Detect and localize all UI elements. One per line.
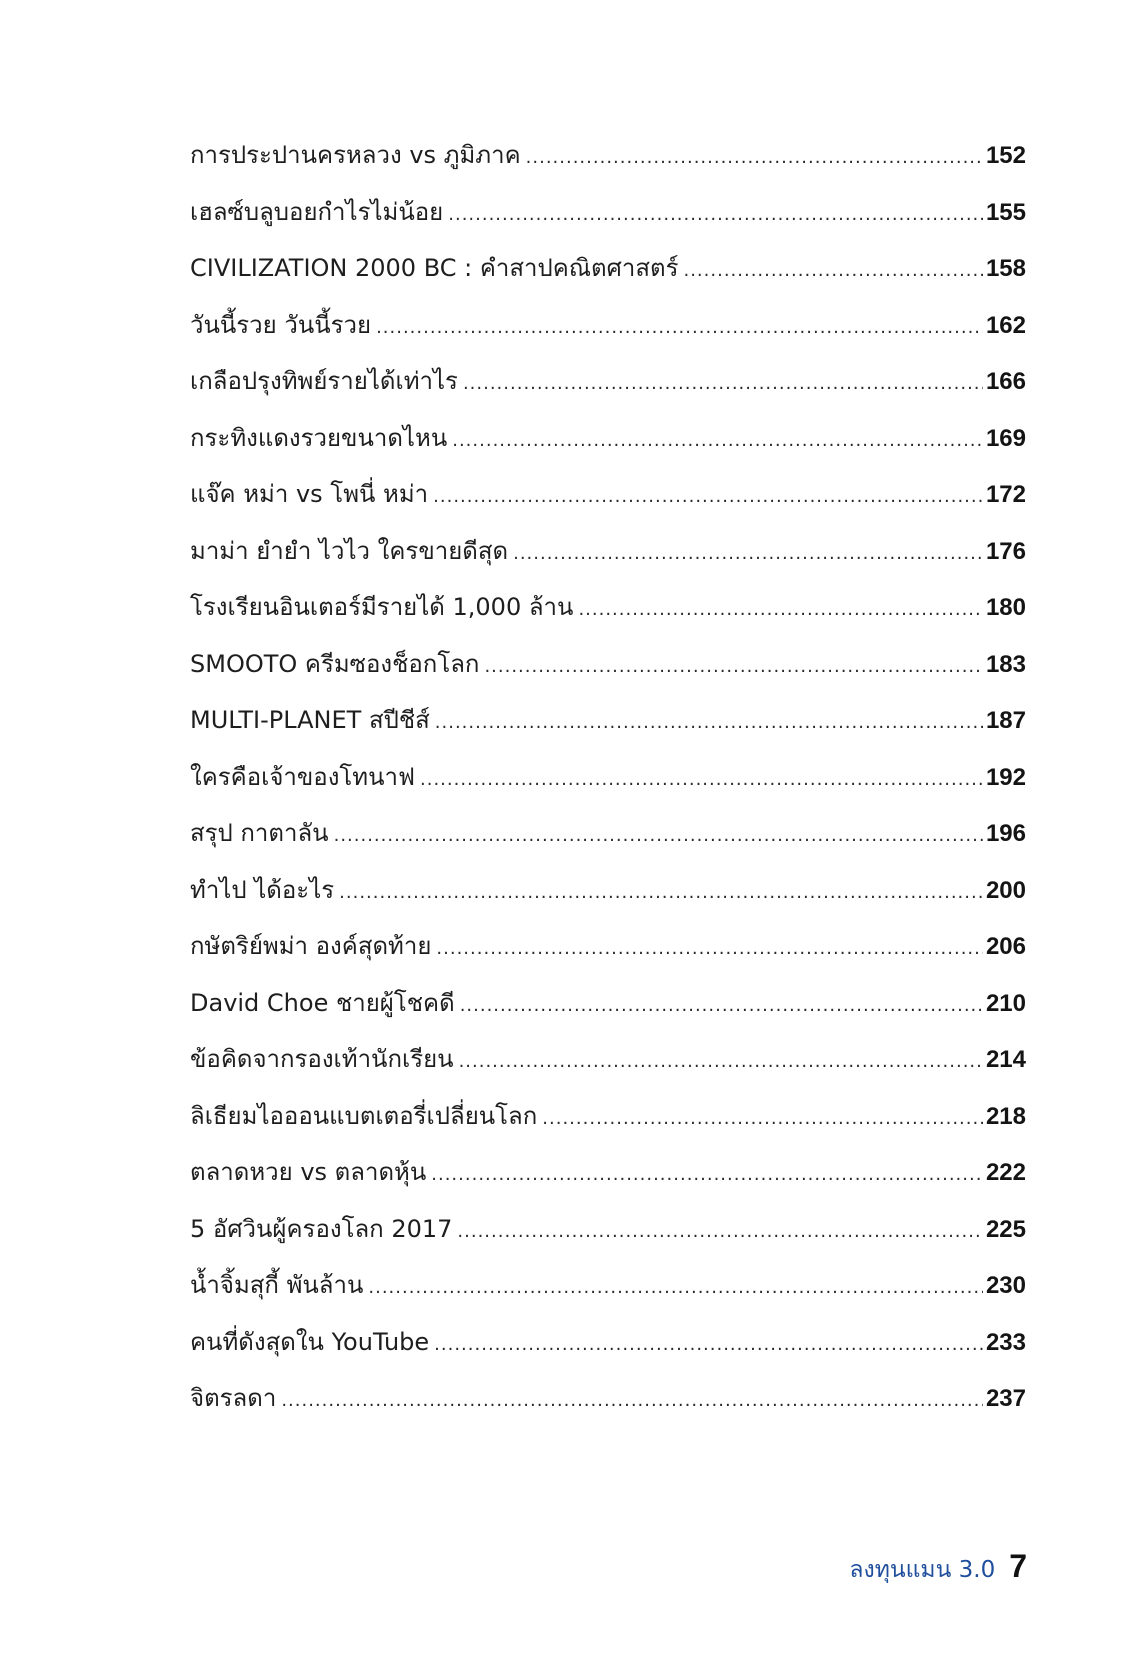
toc-entry-title: ใครคือเจ้าของโทนาฟ [190, 762, 415, 791]
toc-entry-title: ทำไป ได้อะไร [190, 875, 335, 904]
dot-leader [542, 1101, 983, 1137]
dot-leader [484, 649, 983, 685]
toc-entry-page: 218 [985, 1102, 1026, 1130]
toc-entry-title: MULTI-PLANET สปีชีส์ [190, 706, 430, 734]
toc-entry[interactable] [190, 759, 1026, 816]
dot-leader [513, 536, 983, 572]
dot-leader [433, 479, 983, 515]
toc-entry-title: เฮลซ์บลูบอยกำไรไม่น้อย [190, 197, 444, 226]
toc-entry-title: ข้อคิดจากรองเท้านักเรียน [190, 1045, 454, 1073]
toc-entry-page: 237 [985, 1385, 1026, 1412]
toc-entry[interactable] [190, 1041, 1026, 1098]
toc-entry-title: ตลาดหวย vs ตลาดหุ้น [190, 1158, 427, 1186]
toc-entry-page: 152 [985, 142, 1026, 169]
toc-entry-page: 172 [985, 481, 1026, 508]
toc-entry-title: คนที่ดังสุดใน YouTube [190, 1327, 430, 1356]
toc-entry-title: น้ำจิ้มสุกี้ พันล้าน [190, 1271, 364, 1299]
toc-entry[interactable] [190, 1211, 1026, 1268]
dot-leader [435, 705, 983, 741]
toc-entry[interactable] [190, 420, 1026, 477]
toc-entry-title: David Choe ชายผู้โชคดี [190, 988, 455, 1017]
toc-entry[interactable] [190, 1380, 1026, 1437]
toc-entry-title: มาม่า ยำยำ ไวไว ใครขายดีสุด [190, 536, 509, 565]
dot-leader [452, 423, 983, 459]
toc-entry-page: 214 [985, 1046, 1026, 1073]
toc-entry-page: 196 [985, 820, 1026, 847]
toc-entry[interactable] [190, 1267, 1026, 1324]
toc-entry-title: กษัตริย์พม่า องค์สุดท้าย [190, 932, 432, 960]
toc-entry-title: โรงเรียนอินเตอร์มีรายได้ 1,000 ล้าน [190, 593, 574, 621]
toc-entry[interactable] [190, 702, 1026, 759]
dot-leader [578, 592, 983, 628]
toc-entry[interactable] [190, 928, 1026, 985]
toc-entry-title: เกลือปรุงทิพย์รายได้เท่าไร [190, 367, 458, 395]
dot-leader [463, 366, 983, 402]
toc-entry[interactable] [190, 307, 1026, 364]
dot-leader [448, 197, 983, 233]
toc-entry-page: 206 [985, 933, 1026, 960]
toc-entry[interactable] [190, 476, 1026, 533]
toc-entry[interactable] [190, 533, 1026, 590]
toc-entry-page: 230 [985, 1272, 1026, 1299]
dot-leader [339, 875, 983, 911]
toc-entry-page: 169 [985, 424, 1026, 452]
toc-entry-page: 192 [985, 763, 1026, 791]
toc-entry-title: 5 อัศวินผู้ครองโลก 2017 [190, 1214, 453, 1243]
table-of-contents [190, 137, 1026, 1437]
toc-entry-title: ลิเธียมไอออนแบตเตอรี่เปลี่ยนโลก [190, 1101, 538, 1130]
toc-entry-page: 210 [985, 989, 1026, 1017]
toc-entry[interactable] [190, 363, 1026, 420]
dot-leader [281, 1383, 983, 1419]
toc-entry-page: 155 [985, 198, 1026, 226]
dot-leader [436, 931, 983, 967]
toc-entry-title: วันนี้รวย วันนี้รวย [190, 310, 372, 339]
toc-entry[interactable] [190, 589, 1026, 646]
toc-entry[interactable] [190, 250, 1026, 307]
toc-entry[interactable] [190, 194, 1026, 251]
book-title: ลงทุนแมน 3.0 [849, 1557, 996, 1583]
toc-entry-title: แจ๊ค หม่า vs โพนี่ หม่า [190, 480, 429, 508]
toc-entry-title: กระทิงแดงรวยขนาดไหน [190, 423, 448, 452]
toc-entry-page: 187 [985, 707, 1026, 734]
toc-entry[interactable] [190, 1324, 1026, 1381]
dot-leader [434, 1327, 983, 1363]
toc-entry[interactable] [190, 815, 1026, 872]
toc-entry-page: 200 [985, 876, 1026, 904]
toc-entry-title: การประปานครหลวง vs ภูมิภาค [190, 141, 521, 169]
dot-leader [334, 818, 983, 854]
toc-entry-title: SMOOTO ครีมซองช็อกโลก [190, 649, 480, 678]
toc-entry-page: 183 [985, 650, 1026, 678]
dot-leader [460, 988, 983, 1024]
toc-entry-page: 162 [985, 311, 1026, 339]
toc-entry-page: 233 [985, 1328, 1026, 1356]
dot-leader [368, 1270, 983, 1306]
dot-leader [683, 253, 982, 289]
dot-leader [420, 762, 983, 798]
page-number: 7 [1009, 1548, 1027, 1584]
toc-entry-title: สรุป กาตาลัน [190, 819, 329, 847]
toc-entry[interactable] [190, 985, 1026, 1042]
dot-leader [376, 310, 983, 346]
dot-leader [457, 1214, 983, 1250]
toc-entry-page: 158 [985, 255, 1026, 282]
dot-leader [526, 140, 983, 176]
toc-entry[interactable] [190, 872, 1026, 929]
dot-leader [431, 1157, 983, 1193]
toc-entry-page: 222 [985, 1159, 1026, 1186]
toc-entry-title: จิตรลดา [190, 1384, 277, 1412]
toc-entry[interactable] [190, 1098, 1026, 1155]
toc-entry-page: 180 [985, 594, 1026, 621]
toc-entry-page: 166 [985, 368, 1026, 395]
toc-entry-title: CIVILIZATION 2000 BC : คำสาปคณิตศาสตร์ [190, 254, 679, 282]
toc-entry[interactable] [190, 1154, 1026, 1211]
toc-entry-page: 176 [985, 537, 1026, 565]
dot-leader [459, 1044, 983, 1080]
toc-entry-page: 225 [985, 1215, 1026, 1243]
toc-entry[interactable] [190, 646, 1026, 703]
toc-entry[interactable] [190, 137, 1026, 194]
page-footer [849, 1548, 1027, 1588]
